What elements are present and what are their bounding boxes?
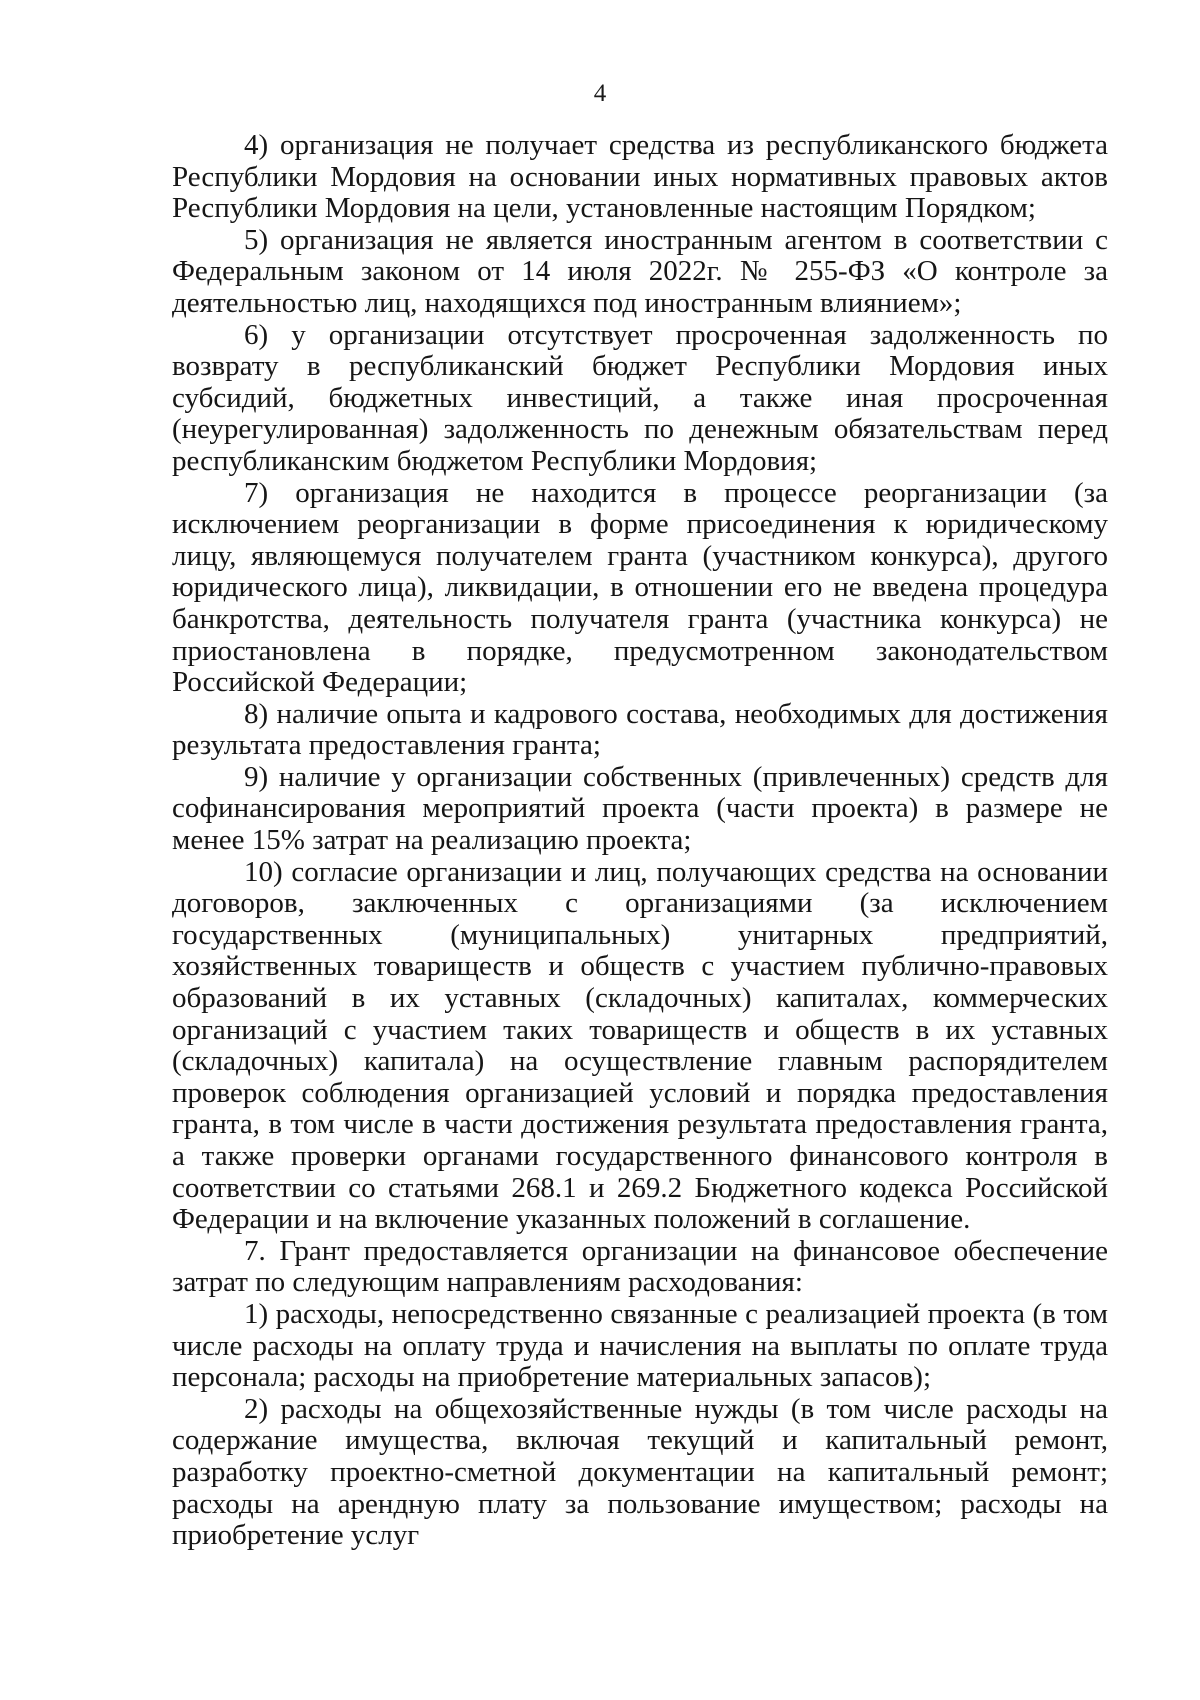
paragraph-item-8: 8) наличие опыта и кадрового состава, необходимых для достижения результата предоставления гранта;	[172, 697, 1108, 762]
paragraph-item-4: 4) организация не получает средства из республиканского бюджета Республики Мордовия на основании иных нормативных правовых актов Республики Мордовия на цели, установленные настоящим Порядком;	[172, 129, 1108, 225]
paragraph-expense-2: 2) расходы на общехозяйственные нужды (в том числе расходы на содержание имущества, включая текущий и капитальный ремонт, разработку проектно-сметной документации на капитальный ремонт; расходы на арендную плату за пользование имуществом; расходы на приобретение услуг	[172, 1392, 1108, 1552]
paragraph-item-6: 6) у организации отсутствует просроченная задолженность по возврату в республиканский бюджет Республики Мордовия иных субсидий, бюджетных инвестиций, а также иная просроченная (неурегулированная) задолженность по денежным обязательствам перед республиканским бюджетом Республики Мордовия;	[172, 318, 1108, 477]
document-body	[172, 130, 1108, 1552]
paragraph-item-9: 9) наличие у организации собственных (привлеченных) средств для софинансирования мероприятий проекта (части проекта) в размере не менее 15% затрат на реализацию проекта;	[172, 760, 1108, 857]
paragraph-section-7: 7. Грант предоставляется организации на финансовое обеспечение затрат по следующим направлениям расходования:	[172, 1234, 1108, 1299]
paragraph-expense-1: 1) расходы, непосредственно связанные с реализацией проекта (в том числе расходы на оплату труда и начисления на выплаты по оплате труда персонала; расходы на приобретение материальных запасов);	[172, 1297, 1108, 1394]
page-number: 4	[593, 80, 607, 107]
paragraph-item-10: 10) согласие организации и лиц, получающих средства на основании договоров, заключенных с организациями (за исключением государственных (муниципальных) унитарных предприятий, хозяйственных товариществ и обществ с участием публично-правовых образований в их уставных (складочных) капиталах, коммерческих организаций с участием таких товариществ и обществ в их уставных (складочных) капитала) на осуществление главным распорядителем проверок соблюдения организацией условий и порядка предоставления гранта, в том числе в части достижения результата предоставления гранта, а также проверки органами государственного финансового контроля в соответствии со статьями 268.1 и 269.2 Бюджетного кодекса Российской Федерации и на включение указанных положений в соглашение.	[172, 855, 1108, 1236]
paragraph-item-7: 7) организация не находится в процессе реорганизации (за исключением реорганизации в форме присоединения к юридическому лицу, являющемуся получателем гранта (участником конкурса), другого юридического лица), ликвидации, в отношении его не введена процедура банкротства, деятельность получателя гранта (участника конкурса) не приостановлена в порядке, предусмотренном законодательством Российской Федерации;	[172, 476, 1108, 699]
paragraph-item-5: 5) организация не является иностранным агентом в соответствии с Федеральным законом от 14 июля 2022г. № 255-ФЗ «О контроле за деятельностью лиц, находящихся под иностранным влиянием»;	[172, 223, 1108, 319]
